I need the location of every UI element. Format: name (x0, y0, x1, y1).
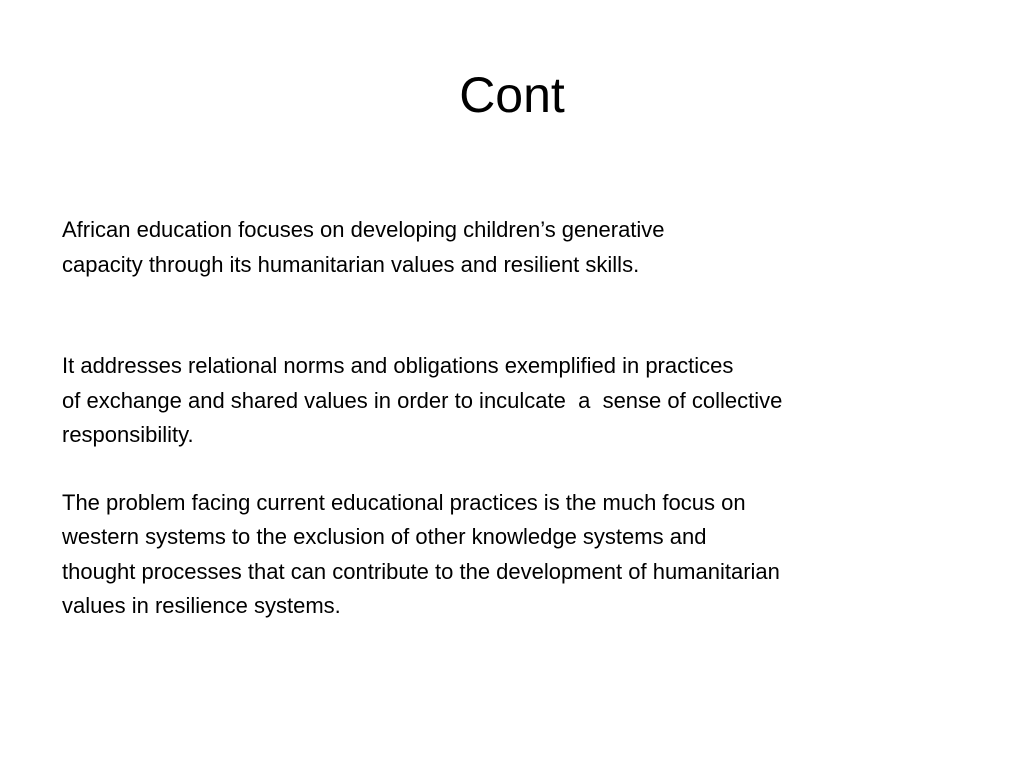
paragraph-spacer (62, 453, 962, 486)
text-line: African education focuses on developing children’s generative (62, 217, 665, 242)
slide-body (62, 213, 962, 624)
paragraph-african-education (62, 213, 962, 282)
text-line: capacity through its humanitarian values and resilient skills. (62, 251, 640, 277)
text-line: western systems to the exclusion of other knowledge systems and (62, 524, 707, 549)
text-line: It addresses relational norms and obligations exemplified in practices (62, 353, 734, 378)
text-line: thought processes that can contribute to the development of humanitarian (62, 558, 780, 584)
slide-title: Cont (459, 67, 565, 123)
text-line: of exchange and shared values in order to inculcate a sense of collective (62, 387, 783, 413)
text-line: The problem facing current educational practices is the much focus on (62, 489, 746, 515)
text-line: values in resilience systems. (62, 593, 341, 618)
text-line: responsibility. (62, 422, 194, 447)
paragraph-relational-norms (62, 349, 962, 453)
paragraph-spacer (62, 282, 962, 349)
paragraph-educational-problem (62, 486, 962, 624)
